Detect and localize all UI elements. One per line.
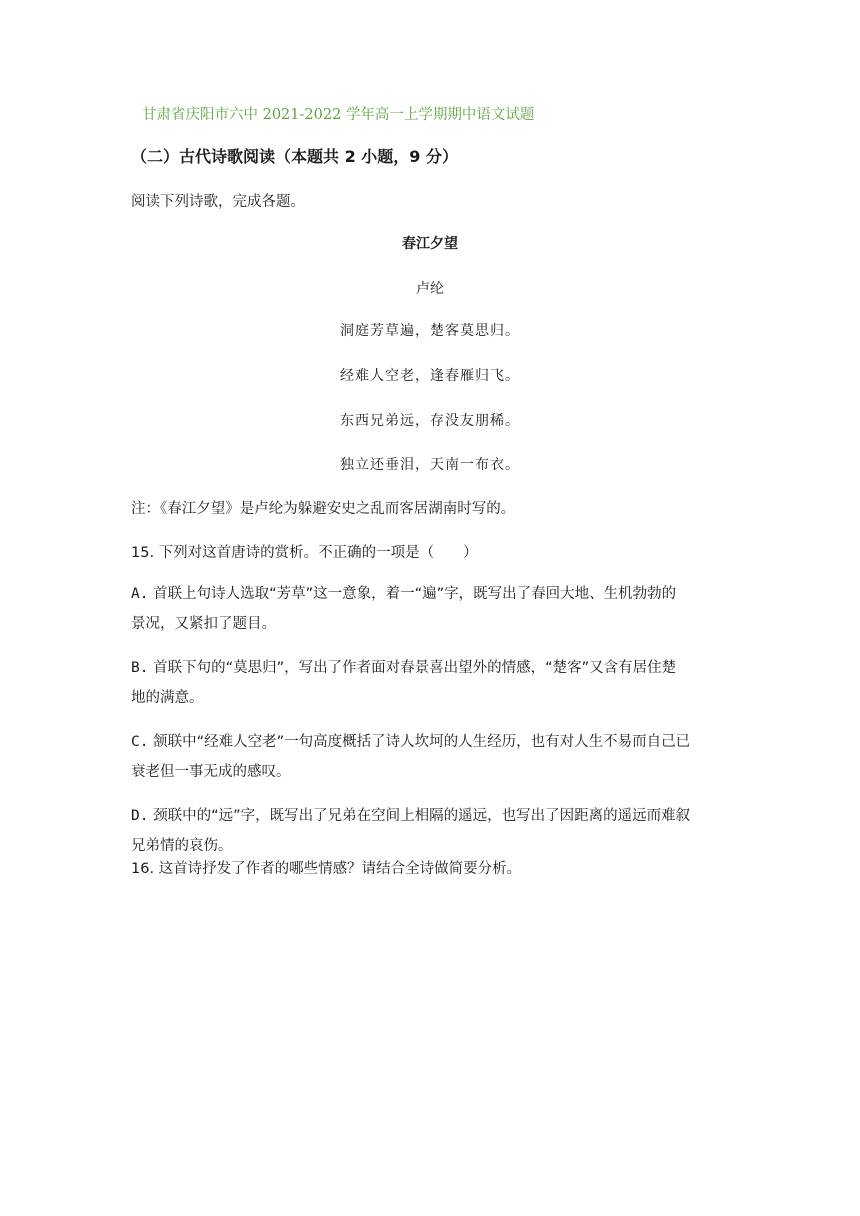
reading-instruction: 阅读下列诗歌，完成各题。 bbox=[131, 194, 305, 210]
option-letter: D. bbox=[131, 808, 149, 824]
option-text-cont: 地的满意。 bbox=[131, 690, 204, 706]
question-16-stem: 16. 这首诗抒发了作者的哪些情感？请结合全诗做简要分析。 bbox=[131, 861, 522, 877]
option-letter: B. bbox=[131, 660, 149, 676]
option-text: 首联上句诗人选取“芳草”这一意象，着一“遍”字，既写出了春回大地、生机勃勃的 bbox=[148, 586, 677, 602]
option-text-cont: 景况，又紧扣了题目。 bbox=[131, 616, 276, 632]
option-text: 颔联中“经难人空老”一句高度概括了诗人坎坷的人生经历，也有对人生不易而自己已 bbox=[148, 734, 691, 750]
poem-note: 注：《春江夕望》是卢纶为躲避安史之乱而客居湖南时写的。 bbox=[131, 501, 516, 517]
option-text-cont: 兄弟情的哀伤。 bbox=[131, 838, 233, 854]
option-b bbox=[131, 653, 731, 713]
option-c bbox=[131, 727, 731, 787]
poem-title: 春江夕望 bbox=[402, 236, 458, 252]
option-letter: C. bbox=[131, 734, 149, 750]
option-text: 颈联中的“远”字，既写出了兄弟在空间上相隔的遥远，也写出了因距离的遥远而难叙 bbox=[148, 808, 691, 824]
question-15-stem: 15. 下列对这首唐诗的赏析。不正确的一项是（ ） bbox=[131, 545, 478, 561]
option-a bbox=[131, 579, 731, 639]
option-letter: A. bbox=[131, 586, 149, 602]
poem-line-4: 独立还垂泪，天南一布衣。 bbox=[340, 457, 520, 473]
poem-author: 卢纶 bbox=[416, 281, 444, 297]
section-title: （二）古代诗歌阅读（本题共 2 小题，9 分） bbox=[131, 147, 458, 166]
exam-header: 甘肃省庆阳市六中 2021-2022 学年高一上学期期中语文试题 bbox=[142, 107, 535, 123]
poem-line-2: 经难人空老，逢春雁归飞。 bbox=[340, 368, 520, 384]
option-text: 首联下句的“莫思归”，写出了作者面对春景喜出望外的情感，“楚客”又含有居住楚 bbox=[148, 660, 677, 676]
poem-line-3: 东西兄弟远，存没友朋稀。 bbox=[340, 413, 520, 429]
poem-line-1: 洞庭芳草遍，楚客莫思归。 bbox=[340, 323, 520, 339]
option-text-cont: 衰老但一事无成的感叹。 bbox=[131, 764, 291, 780]
option-d bbox=[131, 801, 731, 861]
